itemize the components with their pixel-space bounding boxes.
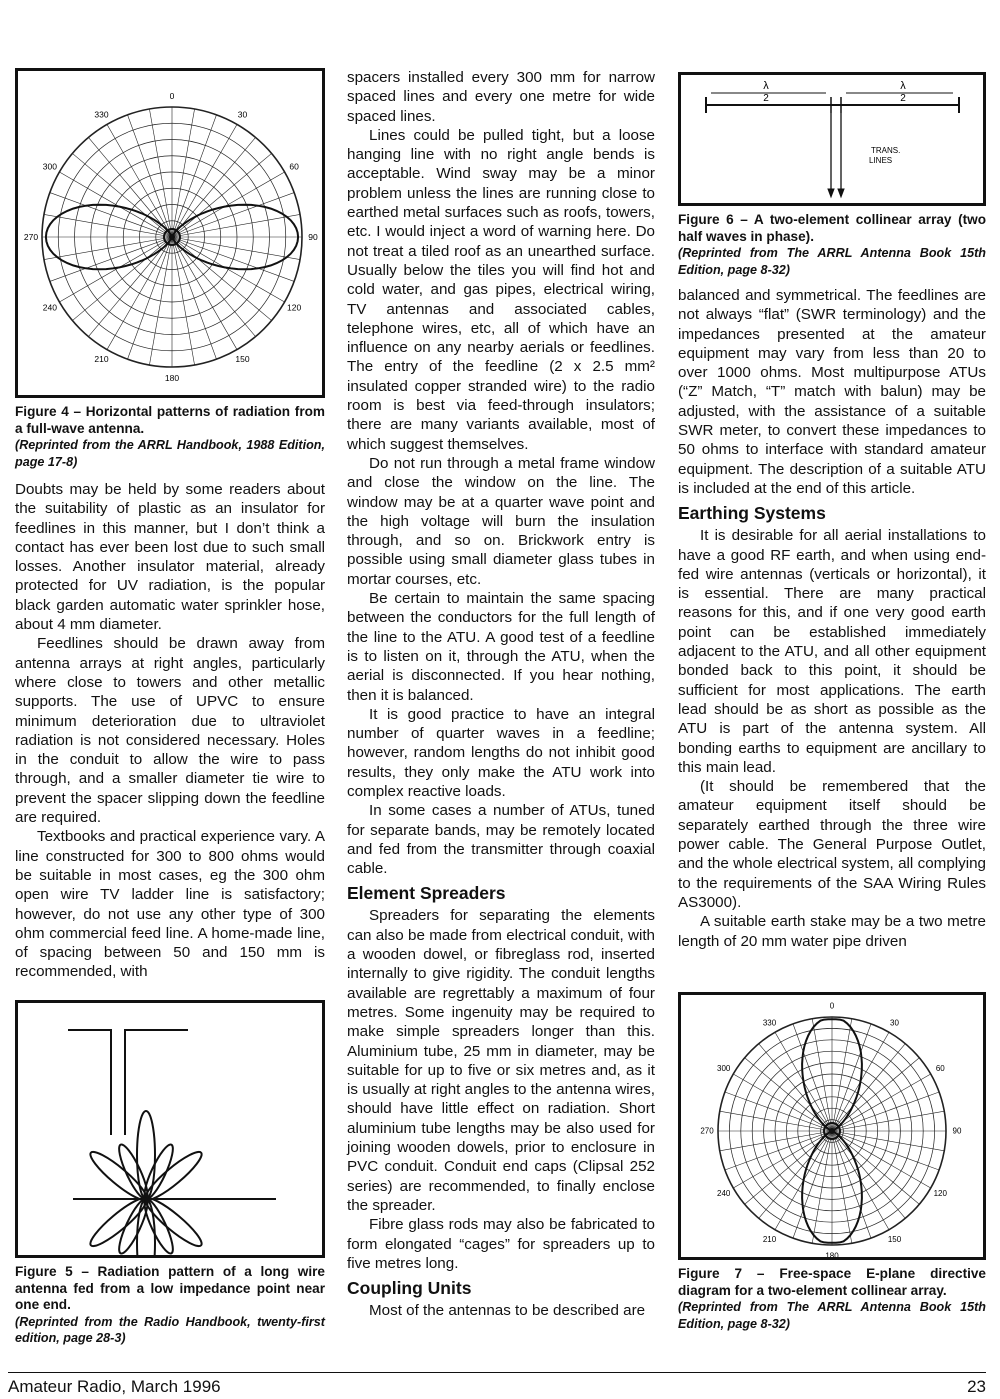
figure-4-polar-plot (18, 71, 322, 395)
heading-earthing-systems: Earthing Systems (678, 503, 826, 524)
publication-name: Amateur Radio, March 1996 (8, 1377, 221, 1396)
figure-4-caption (15, 404, 325, 470)
figure-7-caption (678, 1266, 986, 1332)
paragraph: Lines could be pulled tight, but a loose hanging line with no right angle bends is acceptable. Wind sway may be a minor problem unless the lines are running close to earthed metal surfaces such as roofs, towers, etc. I would inject a word of warning here. Do not treat a tiled roof as an unearthed surface. Usually below the tiles you will find hot and cold water, and gas pipes, electrical wiring, TV antennas and associated cables, telephone wires, etc, all of which have an influence on any nearby aerials or feedlines. The entry of the feedline (2 x 2.5 mm² insulated copper stranded wire) to the radio room is best via feed-through insulators; there are many variants available, most of which suggest themselves. (347, 126, 655, 453)
half-wave-symbol-2: λ (900, 80, 906, 92)
paragraph: A suitable earth stake may be a two metre length of 20 mm water pipe driven (678, 913, 986, 950)
figure-4-angle-label: 270 (23, 231, 39, 242)
figure-7-angle-label: 150 (887, 1234, 902, 1244)
figure-4-angle-label: 120 (287, 302, 302, 313)
half-wave-denominator-2: 2 (900, 93, 906, 104)
paragraph: Do not run through a metal frame window and close the window on the line. The window may be at a quarter wave point and the high voltage will burn the insulation through, and so on. Brickwork entry is possible using small diameter glass tubes in mortar courses, etc. (347, 454, 655, 588)
figure-4-angle-label: 300 (42, 161, 57, 172)
figure-6-collinear-diagram (681, 75, 983, 203)
figure-7-angle-label: 30 (890, 1018, 899, 1028)
figure-4-angle-label: 60 (289, 161, 299, 172)
figure-6-title: Figure 6 – A two-element collinear array (two half waves in phase). (678, 212, 986, 244)
figure-6 (678, 72, 986, 284)
figure-5-title: Figure 5 – Radiation pattern of a long wire antenna fed from a low impedance point near one end. (15, 1264, 325, 1312)
figure-5-long-wire-diagram (18, 1003, 322, 1255)
paragraph: (It should be remembered that the amateur equipment itself should be separately earthed through the three wire power cable. The General Purpose Outlet, and the whole electrical system, all complying to the requirements of the SAA Wiring Rules AS3000). (678, 778, 986, 911)
figure-4-angle-label: 330 (94, 109, 109, 120)
paragraph: Be certain to maintain the same spacing between the conductors for the full length of the line to the ATU. A good test of a feedline is to listen on it, through the ATU, when the aerial is disconnected. If you hear nothing, then it is balanced. (347, 590, 655, 704)
figure-7-angle-label: 210 (762, 1234, 777, 1244)
figure-4-angle-label: 0 (169, 90, 175, 101)
paragraph: Doubts may be held by some readers about the suitability of plastic as an insulator for feedlines in this manner, but I don’t think a contact has ever been lost due to such small losses. Another insulator material, already protected for UV radiation, is the popular black garden automatic water sprinkler hose, about 4 mm diameter. (15, 481, 325, 634)
heading-element-spreaders: Element Spreaders (347, 883, 506, 904)
figure-5 (15, 1000, 325, 1353)
radiation-lobes (86, 1111, 207, 1255)
column-1-text (15, 480, 325, 982)
paragraph: It is desirable for all aerial installations to have a good RF earth, and when using end-fed wire antennas (verticals or horizontal), it is essential. There are many practical reasons for this, and if one very good earth point can be established immediately adjacent to the ATU, and all other equipment bonded back to this point, it should be sufficient for most applications. The earth lead should be as short as possible as the ATU is part of the antenna system. All bonding earths to equipment are ancillary to this main lead. (678, 527, 986, 776)
paragraph: spacers installed every 300 mm for narrow spaced lines and every one metre for wide spaced lines. (347, 69, 655, 125)
figure-7-angle-label: 60 (935, 1064, 945, 1074)
figure-7-angle-label: 0 (829, 1001, 835, 1011)
figure-5-reference: (Reprinted from the Radio Handbook, twenty-first edition, page 28-3) (15, 1314, 325, 1345)
figure-5-frame (15, 1000, 325, 1258)
figure-7-angle-label: 270 (700, 1126, 714, 1136)
paragraph: In some cases a number of ATUs, tuned for separate bands, may be remotely located and fed from the transmitter through coaxial cable. (347, 802, 655, 878)
figure-4-angle-label: 180 (164, 372, 180, 383)
figure-4-angle-label: 150 (235, 353, 250, 364)
page-number: 23 (967, 1377, 986, 1396)
figure-7-angle-label: 240 (717, 1189, 731, 1199)
figure-5-caption (15, 1264, 325, 1347)
half-wave-symbol-1: λ (763, 80, 769, 92)
heading-coupling-units: Coupling Units (347, 1278, 472, 1299)
paragraph: Textbooks and practical experience vary. A line constructed for 300 to 800 ohms would be suitable in most cases, eg the 300 ohm open wire TV ladder line is satisfactory; however, do not use any other type of 300 ohm commercial feed line. A home-made line, of spacing between 50 and 150 mm is recommended, with (15, 828, 325, 981)
paragraph: Spreaders for separating the elements can also be made from electrical conduit, with a wooden dowel, or fibreglass rod, inserted internally to give rigidity. The conduit lengths available are regrettably a maximum of four metres. Some ingenuity may be required to make simple spreaders longer than this. Aluminium tube, 25 mm in diameter, may be suitable for up to five or six metres and, as it is usually at right angles to the antenna wires, should have little effect on radiation. Short aluminium tube lengths may be also used for joining wooden dowels, prior to enclosure in PVC conduit. Conduit end caps (Clipsal 252 series) are recommended, to finally enclose the spreader. (347, 907, 655, 1214)
paragraph: It is good practice to have an integral number of quarter waves in a feedline; however, random lengths do not inhibit good results, they only make the ATU work into complex reactive loads. (347, 705, 655, 800)
figure-4-angle-label: 90 (308, 231, 318, 242)
figure-7-frame (678, 992, 986, 1260)
figure-4-angle-label: 240 (42, 302, 57, 313)
figure-7 (678, 992, 986, 1338)
column-3-text (678, 286, 986, 951)
figure-6-reference: (Reprinted from The ARRL Antenna Book 15th Edition, page 8-32) (678, 246, 986, 277)
column-1 (15, 68, 325, 476)
figure-4-reference: (Reprinted from the ARRL Handbook, 1988 Edition, page 17-8) (15, 438, 325, 469)
figure-7-reference: (Reprinted from The ARRL Antenna Book 15th Edition, page 8-32) (678, 1300, 986, 1331)
figure-7-polar-plot (681, 995, 983, 1257)
figure-7-angle-label: 300 (717, 1064, 731, 1074)
figure-7-title: Figure 7 – Free-space E-plane directive diagram for a two-element collinear array. (678, 1266, 986, 1298)
figure-6-frame (678, 72, 986, 206)
figure-6-caption (678, 212, 986, 278)
trans-lines-label-2: LINES (869, 156, 893, 165)
paragraph: Most of the antennas to be described are (369, 1302, 646, 1320)
figure-7-angle-label: 330 (762, 1018, 777, 1028)
paragraph: Fibre glass rods may also be fabricated to form elongated “cages” for spreaders up to five metres long. (347, 1216, 655, 1272)
paragraph: balanced and symmetrical. The feedlines are not always “flat” (SWR terminology) and the impedances presented at the amateur equipment may vary from less than 20 to over 1000 ohms. Most multipurpose ATUs (“Z” Match, “T” match with balun) may be adjusted, with the assistance of a suitable SWR meter, to convert these impedances to 50 ohms to interface with standard amateur equipment. The description of a suitable ATU is included at the end of this article. (678, 287, 986, 497)
figure-7-angle-label: 180 (825, 1251, 839, 1257)
column-2-text (347, 68, 655, 1320)
figure-7-angle-label: 120 (933, 1189, 947, 1199)
figure-4-title: Figure 4 – Horizontal patterns of radiation from a full-wave antenna. (15, 404, 325, 436)
half-wave-denominator-1: 2 (763, 93, 769, 104)
figure-4-angle-label: 30 (237, 109, 248, 120)
figure-4-frame (15, 68, 325, 398)
figure-4-angle-label: 210 (94, 353, 109, 364)
figure-7-angle-label: 90 (952, 1126, 962, 1136)
trans-lines-label-1: TRANS. (871, 146, 901, 155)
paragraph: Feedlines should be drawn away from antenna arrays at right angles, particularly where close to towers and other metallic supports. The use of UPVC to ensure minimum deterioration due to ultraviolet radiation is not considered necessary. Holes in the conduit to allow the wire to pass through, and a smaller diameter tie wire to prevent the spacer slipping down the feedline are required. (15, 635, 325, 827)
page-footer (8, 1372, 986, 1396)
